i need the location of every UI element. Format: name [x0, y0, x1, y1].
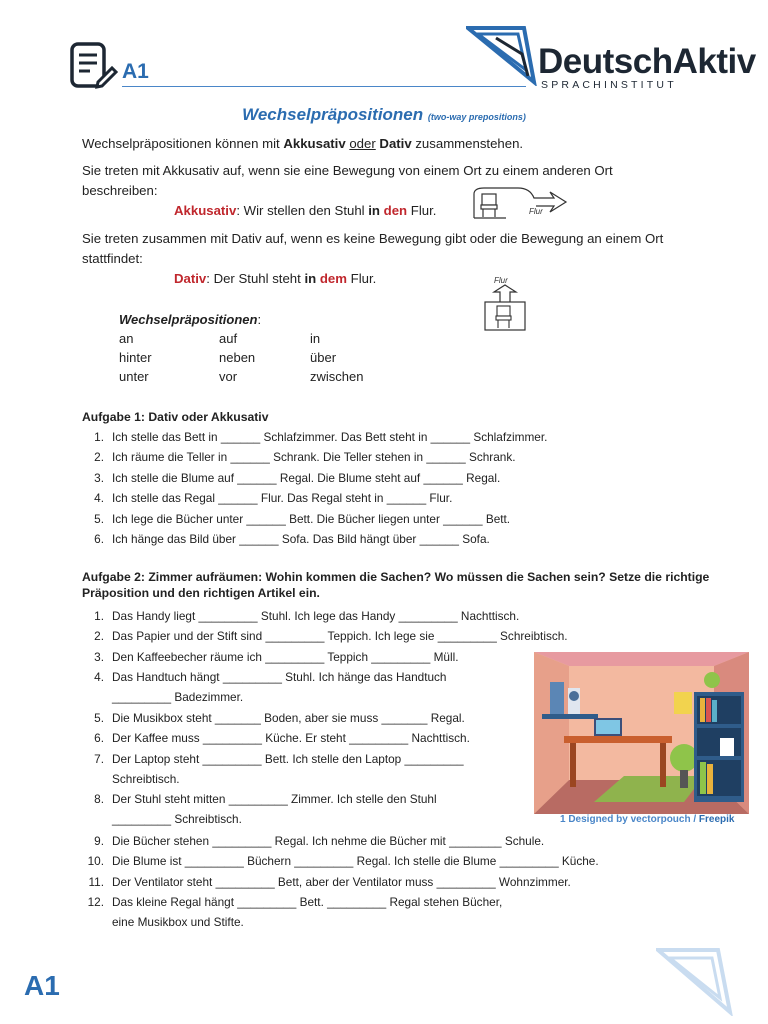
exercise-number: 3. [94, 649, 104, 664]
akk-end: Flur. [407, 203, 437, 218]
exercise-item [82, 447, 702, 467]
prepositions-colon: : [257, 312, 262, 327]
flur-label-1: Flur [529, 207, 543, 216]
exercise-text-continued: Schreibtisch. [112, 771, 180, 786]
exercise-text: Ich stelle das Regal ______ Flur. Das Regal steht in ______ Flur. [112, 491, 453, 506]
chair-static-icon [482, 284, 528, 332]
exercise-item [82, 789, 522, 826]
prepositions-heading-text: Wechselpräpositionen [119, 312, 258, 327]
exercise-number: 12. [87, 895, 104, 910]
intro-line-4: Sie treten zusammen mit Dativ auf, wenn es keine Bewegung gibt oder die Bewegung an einem Ort [82, 231, 664, 246]
brand-name: DeutschAktiv [538, 42, 756, 81]
footer-level-label: A1 [24, 970, 60, 1001]
room-illustration [534, 652, 749, 814]
exercise-number: 5. [94, 511, 104, 526]
exercise-number: 3. [94, 470, 104, 485]
exercise-item [82, 647, 522, 667]
exercise-item [82, 872, 702, 892]
preposition-item: in [310, 331, 321, 346]
exercise-item [82, 427, 702, 447]
exercise-item [82, 488, 702, 508]
exercise-text: Die Bücher stehen _________ Regal. Ich nehme die Bücher mit ________ Schule. [112, 834, 545, 848]
exercise-text: Die Musikbox steht _______ Boden, aber sie muss _______ Regal. [112, 710, 465, 725]
exercise-text: Der Stuhl steht mitten _________ Zimmer. Ich stelle den Stuhl [112, 792, 437, 806]
exercise-number: 10. [87, 854, 104, 869]
exercise-number: 11. [88, 874, 104, 889]
chair-moving-icon [470, 184, 570, 224]
image-credit-link[interactable]: Freepik [698, 814, 735, 825]
exercise-number: 2. [94, 629, 104, 644]
akkusativ-term: Akkusativ [283, 136, 346, 151]
exercise-number: 4. [94, 670, 104, 685]
preposition-item: vor [219, 369, 238, 384]
dat-end: Flur. [347, 271, 377, 286]
exercise-text: Ich hänge das Bild über ______ Sofa. Das Bild hängt über ______ Sofa. [112, 532, 490, 546]
brand-logo-icon [466, 24, 538, 86]
task2-heading-2: Präposition und den richtigen Artikel ein. [82, 586, 320, 600]
preposition-item: über [310, 350, 337, 365]
worksheet-icon [68, 40, 118, 90]
oder-term: oder [349, 136, 376, 151]
exercise-number: 8. [94, 792, 104, 806]
exercise-item [82, 728, 522, 748]
intro-line-3: beschreiben: [82, 183, 158, 198]
exercise-text: Ich räume die Teller in ______ Schrank. Die Teller stehen in ______ Schrank. [112, 450, 516, 465]
exercise-number: 1. [94, 430, 104, 444]
akkusativ-sentence: : Wir stellen den Stuhl [236, 203, 369, 218]
dat-dem: dem [319, 271, 347, 286]
exercise-item [82, 509, 702, 529]
dativ-label: Dativ [174, 271, 207, 286]
title-main: Wechselpräpositionen [242, 105, 424, 124]
dat-in: in [304, 271, 317, 286]
level-label: A1 [122, 60, 149, 83]
exercise-item [82, 831, 702, 851]
exercise-item [82, 468, 702, 488]
image-credit-text: 1 Designed by vectorpouch / [560, 814, 699, 825]
exercise-number: 6. [94, 532, 104, 546]
exercise-item [82, 749, 522, 786]
dativ-example [174, 269, 376, 289]
preposition-item: zwischen [310, 369, 364, 384]
exercise-text: Der Laptop steht _________ Bett. Ich stelle den Laptop _________ [112, 751, 464, 766]
footer-logo-icon [656, 946, 734, 1016]
intro-line-2: Sie treten mit Akkusativ auf, wenn sie eine Bewegung von einem Ort zu einem anderen Ort [82, 163, 613, 178]
akkusativ-example [174, 201, 436, 221]
exercise-text: Das Handy liegt _________ Stuhl. Ich lege das Handy _________ Nachttisch. [112, 609, 520, 623]
exercise-item [82, 626, 702, 646]
exercise-number: 2. [94, 450, 104, 465]
exercise-number: 6. [94, 731, 104, 746]
exercise-number: 5. [94, 710, 104, 725]
title-sub: (two-way prepositions) [427, 112, 526, 122]
exercise-number: 7. [94, 751, 104, 766]
exercise-item [82, 708, 522, 728]
exercise-text-continued: _________ Badezimmer. [112, 690, 244, 705]
exercise-text: Der Kaffee muss _________ Küche. Er steht _________ Nachttisch. [112, 731, 470, 746]
exercise-text: Das Handtuch hängt _________ Stuhl. Ich hänge das Handtuch [112, 670, 447, 685]
akk-den: den [383, 203, 408, 218]
image-credit [560, 814, 735, 825]
exercise-text: Der Ventilator steht _________ Bett, aber der Ventilator muss _________ Wohnzimmer. [112, 874, 571, 889]
preposition-item: unter [119, 369, 149, 384]
exercise-item [82, 529, 702, 549]
task1-heading: Aufgabe 1: Dativ oder Akkusativ [82, 410, 269, 424]
prepositions-heading [119, 312, 261, 327]
exercise-text: Den Kaffeebecher räume ich _________ Teppich _________ Müll. [112, 649, 459, 664]
exercise-text: Ich lege die Bücher unter ______ Bett. Die Bücher liegen unter ______ Bett. [112, 511, 511, 526]
exercise-item [82, 606, 702, 626]
exercise-text: Das kleine Regal hängt _________ Bett. _________ Regal stehen Bücher, [112, 895, 503, 910]
header-divider [122, 86, 526, 87]
flur-label-2: Flur [494, 276, 508, 285]
dativ-term: Dativ [379, 136, 412, 151]
exercise-text-continued: _________ Schreibtisch. [112, 812, 242, 826]
exercise-text-continued: eine Musikbox und Stifte. [112, 915, 244, 930]
intro-line-1 [82, 134, 523, 154]
intro-text-end: zusammenstehen. [411, 136, 524, 151]
intro-line-5: stattfindet: [82, 251, 143, 266]
exercise-text: Das Papier und der Stift sind _________ Teppich. Ich lege sie _________ Schreibtisch. [112, 629, 568, 644]
exercise-item [82, 667, 522, 705]
exercise-number: 4. [94, 491, 104, 506]
exercise-text: Ich stelle die Blume auf ______ Regal. Die Blume steht auf ______ Regal. [112, 470, 501, 485]
preposition-item: an [119, 331, 134, 346]
dativ-sentence: : Der Stuhl steht [206, 271, 305, 286]
page-title [0, 105, 768, 125]
intro-text: Wechselpräpositionen können mit [82, 136, 284, 151]
task2-heading-1: Aufgabe 2: Zimmer aufräumen: Wohin kommen die Sachen? Wo müssen die Sachen sein? Setze die richtige [82, 570, 710, 584]
exercise-item [82, 892, 702, 930]
exercise-item [82, 851, 702, 871]
exercise-number: 1. [94, 609, 104, 623]
preposition-item: neben [219, 350, 256, 365]
exercise-text: Ich stelle das Bett in ______ Schlafzimmer. Das Bett steht in ______ Schlafzimmer. [112, 430, 548, 444]
akkusativ-label: Akkusativ [174, 203, 237, 218]
preposition-item: auf [219, 331, 238, 346]
exercise-text: Die Blume ist _________ Büchern _________ Regal. Ich stelle die Blume _________ Küche. [112, 854, 599, 869]
preposition-item: hinter [119, 350, 152, 365]
akk-in: in [368, 203, 380, 218]
exercise-number: 9. [94, 834, 104, 848]
brand-subtitle: SPRACHINSTITUT [541, 79, 677, 91]
